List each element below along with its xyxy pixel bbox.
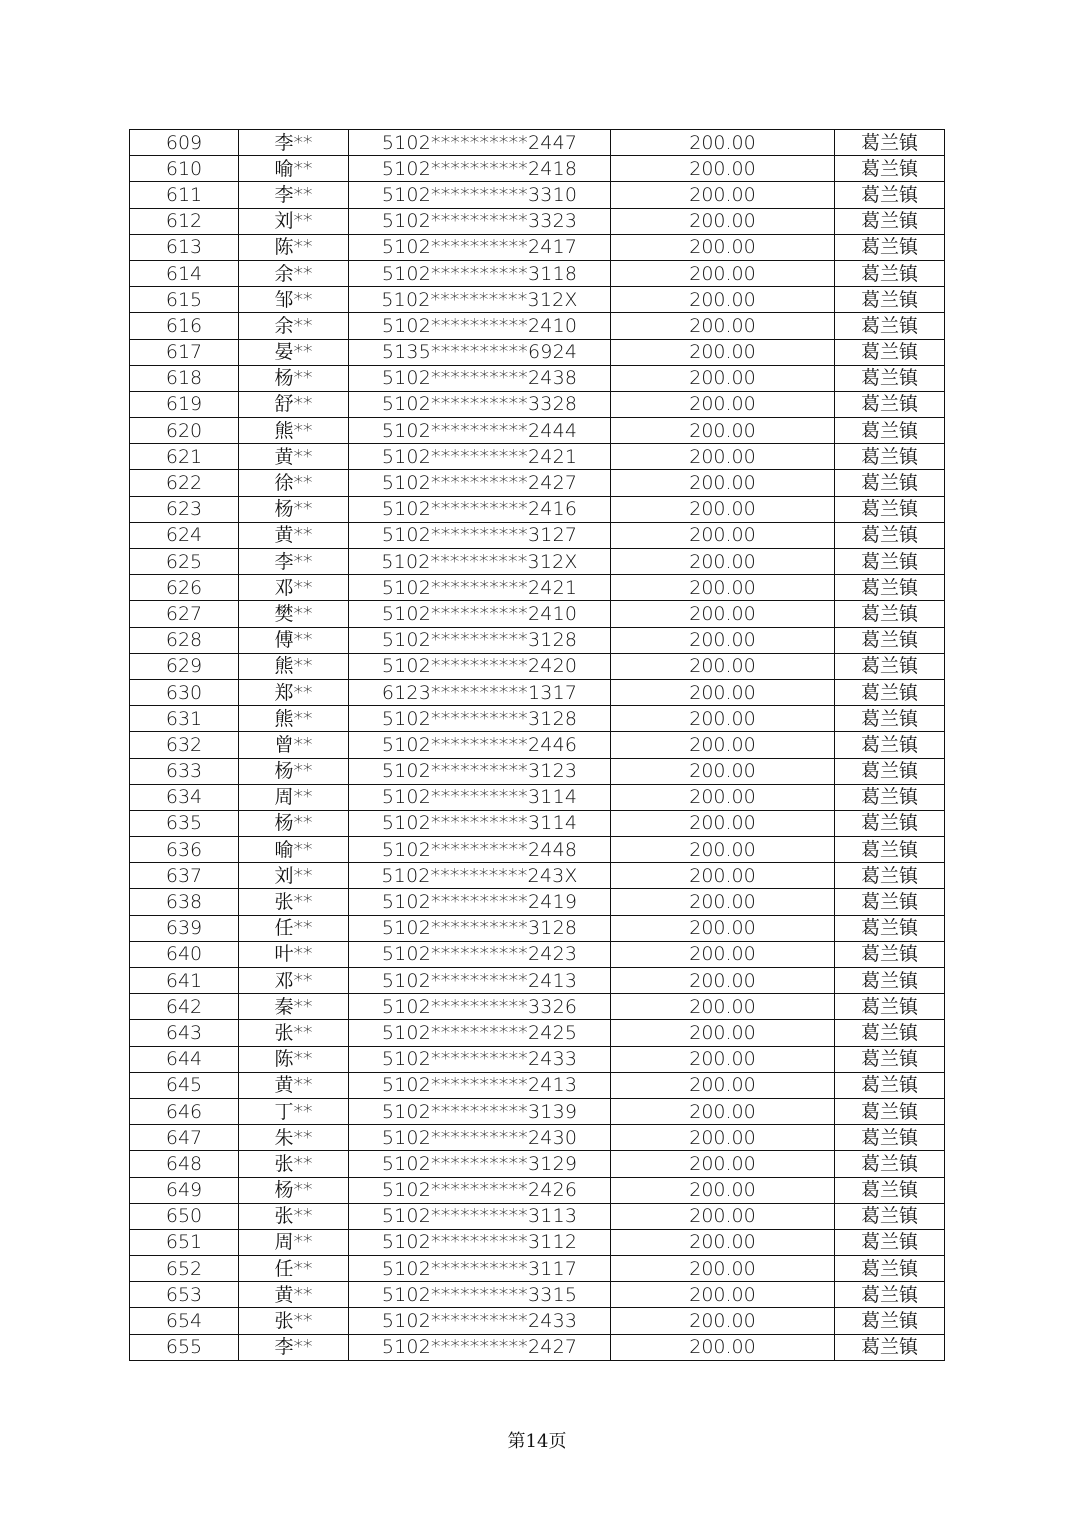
name-cell: 郑** xyxy=(239,679,349,705)
row-number-cell: 640 xyxy=(130,941,239,967)
town-cell: 葛兰镇 xyxy=(835,1098,945,1124)
amount-cell: 200.00 xyxy=(611,234,835,260)
town-cell: 葛兰镇 xyxy=(835,837,945,863)
name-cell: 熊** xyxy=(239,653,349,679)
amount-cell: 200.00 xyxy=(611,1098,835,1124)
row-number-cell: 612 xyxy=(130,208,239,234)
row-number-cell: 631 xyxy=(130,706,239,732)
table-row xyxy=(130,837,945,863)
name-cell: 李** xyxy=(239,549,349,575)
name-cell: 邹** xyxy=(239,287,349,313)
town-cell: 葛兰镇 xyxy=(835,549,945,575)
table-row xyxy=(130,679,945,705)
id-number-cell: 5102**********2427 xyxy=(349,470,611,496)
row-number-cell: 620 xyxy=(130,418,239,444)
town-cell: 葛兰镇 xyxy=(835,732,945,758)
table-row xyxy=(130,1256,945,1282)
amount-cell: 200.00 xyxy=(611,496,835,522)
town-cell: 葛兰镇 xyxy=(835,156,945,182)
town-cell: 葛兰镇 xyxy=(835,208,945,234)
table-row xyxy=(130,339,945,365)
table-row xyxy=(130,1125,945,1151)
name-cell: 李** xyxy=(239,1334,349,1360)
amount-cell: 200.00 xyxy=(611,1334,835,1360)
table-row xyxy=(130,496,945,522)
table-row xyxy=(130,313,945,339)
id-number-cell: 5102**********3114 xyxy=(349,810,611,836)
row-number-cell: 626 xyxy=(130,575,239,601)
town-cell: 葛兰镇 xyxy=(835,627,945,653)
name-cell: 曾** xyxy=(239,732,349,758)
row-number-cell: 636 xyxy=(130,837,239,863)
name-cell: 杨** xyxy=(239,496,349,522)
id-number-cell: 5102**********3112 xyxy=(349,1229,611,1255)
amount-cell: 200.00 xyxy=(611,653,835,679)
name-cell: 陈** xyxy=(239,1046,349,1072)
amount-cell: 200.00 xyxy=(611,208,835,234)
row-number-cell: 650 xyxy=(130,1203,239,1229)
table-row xyxy=(130,758,945,784)
table-row xyxy=(130,391,945,417)
row-number-cell: 655 xyxy=(130,1334,239,1360)
id-number-cell: 6123**********1317 xyxy=(349,679,611,705)
town-cell: 葛兰镇 xyxy=(835,130,945,156)
name-cell: 杨** xyxy=(239,365,349,391)
amount-cell: 200.00 xyxy=(611,915,835,941)
row-number-cell: 628 xyxy=(130,627,239,653)
id-number-cell: 5102**********2426 xyxy=(349,1177,611,1203)
table-row xyxy=(130,549,945,575)
name-cell: 周** xyxy=(239,1229,349,1255)
town-cell: 葛兰镇 xyxy=(835,234,945,260)
id-number-cell: 5102**********3310 xyxy=(349,182,611,208)
name-cell: 喻** xyxy=(239,156,349,182)
id-number-cell: 5102**********2416 xyxy=(349,496,611,522)
amount-cell: 200.00 xyxy=(611,339,835,365)
town-cell: 葛兰镇 xyxy=(835,863,945,889)
town-cell: 葛兰镇 xyxy=(835,706,945,732)
id-number-cell: 5102**********2413 xyxy=(349,1072,611,1098)
amount-cell: 200.00 xyxy=(611,549,835,575)
table-row xyxy=(130,941,945,967)
row-number-cell: 632 xyxy=(130,732,239,758)
town-cell: 葛兰镇 xyxy=(835,470,945,496)
name-cell: 晏** xyxy=(239,339,349,365)
town-cell: 葛兰镇 xyxy=(835,994,945,1020)
town-cell: 葛兰镇 xyxy=(835,444,945,470)
amount-cell: 200.00 xyxy=(611,1282,835,1308)
name-cell: 朱** xyxy=(239,1125,349,1151)
id-number-cell: 5102**********2421 xyxy=(349,444,611,470)
id-number-cell: 5102**********3139 xyxy=(349,1098,611,1124)
row-number-cell: 651 xyxy=(130,1229,239,1255)
town-cell: 葛兰镇 xyxy=(835,1334,945,1360)
name-cell: 张** xyxy=(239,889,349,915)
id-number-cell: 5102**********2444 xyxy=(349,418,611,444)
name-cell: 李** xyxy=(239,182,349,208)
recipient-table xyxy=(129,129,945,1361)
amount-cell: 200.00 xyxy=(611,156,835,182)
id-number-cell: 5102**********2433 xyxy=(349,1046,611,1072)
row-number-cell: 652 xyxy=(130,1256,239,1282)
id-number-cell: 5102**********3123 xyxy=(349,758,611,784)
town-cell: 葛兰镇 xyxy=(835,1256,945,1282)
amount-cell: 200.00 xyxy=(611,391,835,417)
row-number-cell: 638 xyxy=(130,889,239,915)
id-number-cell: 5102**********2419 xyxy=(349,889,611,915)
town-cell: 葛兰镇 xyxy=(835,941,945,967)
amount-cell: 200.00 xyxy=(611,1046,835,1072)
amount-cell: 200.00 xyxy=(611,1256,835,1282)
row-number-cell: 617 xyxy=(130,339,239,365)
town-cell: 葛兰镇 xyxy=(835,418,945,444)
table-row xyxy=(130,1229,945,1255)
town-cell: 葛兰镇 xyxy=(835,810,945,836)
name-cell: 黄** xyxy=(239,1072,349,1098)
town-cell: 葛兰镇 xyxy=(835,575,945,601)
table-row xyxy=(130,1203,945,1229)
town-cell: 葛兰镇 xyxy=(835,1125,945,1151)
name-cell: 邓** xyxy=(239,968,349,994)
table-row xyxy=(130,260,945,286)
table-row xyxy=(130,1046,945,1072)
id-number-cell: 5102**********2418 xyxy=(349,156,611,182)
amount-cell: 200.00 xyxy=(611,941,835,967)
amount-cell: 200.00 xyxy=(611,627,835,653)
amount-cell: 200.00 xyxy=(611,784,835,810)
name-cell: 邓** xyxy=(239,575,349,601)
amount-cell: 200.00 xyxy=(611,130,835,156)
name-cell: 喻** xyxy=(239,837,349,863)
table-row xyxy=(130,130,945,156)
amount-cell: 200.00 xyxy=(611,968,835,994)
id-number-cell: 5102**********3128 xyxy=(349,706,611,732)
row-number-cell: 622 xyxy=(130,470,239,496)
row-number-cell: 654 xyxy=(130,1308,239,1334)
name-cell: 黄** xyxy=(239,444,349,470)
row-number-cell: 633 xyxy=(130,758,239,784)
row-number-cell: 634 xyxy=(130,784,239,810)
name-cell: 黄** xyxy=(239,522,349,548)
row-number-cell: 625 xyxy=(130,549,239,575)
table-row xyxy=(130,601,945,627)
town-cell: 葛兰镇 xyxy=(835,1072,945,1098)
table-row xyxy=(130,784,945,810)
id-number-cell: 5102**********2417 xyxy=(349,234,611,260)
amount-cell: 200.00 xyxy=(611,837,835,863)
amount-cell: 200.00 xyxy=(611,444,835,470)
table-row xyxy=(130,968,945,994)
name-cell: 丁** xyxy=(239,1098,349,1124)
name-cell: 黄** xyxy=(239,1282,349,1308)
name-cell: 余** xyxy=(239,260,349,286)
name-cell: 杨** xyxy=(239,1177,349,1203)
town-cell: 葛兰镇 xyxy=(835,915,945,941)
town-cell: 葛兰镇 xyxy=(835,1177,945,1203)
id-number-cell: 5102**********3118 xyxy=(349,260,611,286)
name-cell: 樊** xyxy=(239,601,349,627)
row-number-cell: 639 xyxy=(130,915,239,941)
town-cell: 葛兰镇 xyxy=(835,1151,945,1177)
amount-cell: 200.00 xyxy=(611,1308,835,1334)
row-number-cell: 649 xyxy=(130,1177,239,1203)
id-number-cell: 5102**********2430 xyxy=(349,1125,611,1151)
name-cell: 李** xyxy=(239,130,349,156)
row-number-cell: 623 xyxy=(130,496,239,522)
row-number-cell: 614 xyxy=(130,260,239,286)
amount-cell: 200.00 xyxy=(611,575,835,601)
amount-cell: 200.00 xyxy=(611,287,835,313)
table-row xyxy=(130,627,945,653)
id-number-cell: 5102**********2448 xyxy=(349,837,611,863)
town-cell: 葛兰镇 xyxy=(835,601,945,627)
town-cell: 葛兰镇 xyxy=(835,784,945,810)
name-cell: 熊** xyxy=(239,418,349,444)
name-cell: 张** xyxy=(239,1151,349,1177)
id-number-cell: 5102**********3113 xyxy=(349,1203,611,1229)
id-number-cell: 5102**********2421 xyxy=(349,575,611,601)
town-cell: 葛兰镇 xyxy=(835,968,945,994)
row-number-cell: 609 xyxy=(130,130,239,156)
name-cell: 舒** xyxy=(239,391,349,417)
amount-cell: 200.00 xyxy=(611,522,835,548)
table-row xyxy=(130,1020,945,1046)
table-row xyxy=(130,1177,945,1203)
id-number-cell: 5102**********2427 xyxy=(349,1334,611,1360)
town-cell: 葛兰镇 xyxy=(835,1308,945,1334)
town-cell: 葛兰镇 xyxy=(835,339,945,365)
town-cell: 葛兰镇 xyxy=(835,1282,945,1308)
town-cell: 葛兰镇 xyxy=(835,1229,945,1255)
name-cell: 任** xyxy=(239,1256,349,1282)
town-cell: 葛兰镇 xyxy=(835,889,945,915)
id-number-cell: 5102**********3129 xyxy=(349,1151,611,1177)
town-cell: 葛兰镇 xyxy=(835,260,945,286)
id-number-cell: 5135**********6924 xyxy=(349,339,611,365)
table-row xyxy=(130,575,945,601)
amount-cell: 200.00 xyxy=(611,1203,835,1229)
table-row xyxy=(130,653,945,679)
town-cell: 葛兰镇 xyxy=(835,313,945,339)
row-number-cell: 648 xyxy=(130,1151,239,1177)
table-row xyxy=(130,418,945,444)
row-number-cell: 653 xyxy=(130,1282,239,1308)
id-number-cell: 5102**********3127 xyxy=(349,522,611,548)
row-number-cell: 618 xyxy=(130,365,239,391)
id-number-cell: 5102**********3326 xyxy=(349,994,611,1020)
id-number-cell: 5102**********3323 xyxy=(349,208,611,234)
name-cell: 周** xyxy=(239,784,349,810)
id-number-cell: 5102**********3128 xyxy=(349,915,611,941)
table-row xyxy=(130,208,945,234)
row-number-cell: 611 xyxy=(130,182,239,208)
amount-cell: 200.00 xyxy=(611,470,835,496)
amount-cell: 200.00 xyxy=(611,313,835,339)
row-number-cell: 645 xyxy=(130,1072,239,1098)
table-row xyxy=(130,1072,945,1098)
id-number-cell: 5102**********312X xyxy=(349,287,611,313)
row-number-cell: 641 xyxy=(130,968,239,994)
town-cell: 葛兰镇 xyxy=(835,391,945,417)
amount-cell: 200.00 xyxy=(611,994,835,1020)
row-number-cell: 643 xyxy=(130,1020,239,1046)
name-cell: 任** xyxy=(239,915,349,941)
row-number-cell: 647 xyxy=(130,1125,239,1151)
amount-cell: 200.00 xyxy=(611,863,835,889)
table-row xyxy=(130,706,945,732)
name-cell: 熊** xyxy=(239,706,349,732)
row-number-cell: 615 xyxy=(130,287,239,313)
amount-cell: 200.00 xyxy=(611,810,835,836)
name-cell: 刘** xyxy=(239,208,349,234)
row-number-cell: 610 xyxy=(130,156,239,182)
town-cell: 葛兰镇 xyxy=(835,653,945,679)
table-row xyxy=(130,522,945,548)
name-cell: 张** xyxy=(239,1020,349,1046)
id-number-cell: 5102**********2447 xyxy=(349,130,611,156)
id-number-cell: 5102**********3128 xyxy=(349,627,611,653)
row-number-cell: 624 xyxy=(130,522,239,548)
amount-cell: 200.00 xyxy=(611,1020,835,1046)
row-number-cell: 619 xyxy=(130,391,239,417)
name-cell: 张** xyxy=(239,1203,349,1229)
row-number-cell: 627 xyxy=(130,601,239,627)
amount-cell: 200.00 xyxy=(611,1151,835,1177)
table-row xyxy=(130,1151,945,1177)
amount-cell: 200.00 xyxy=(611,182,835,208)
row-number-cell: 621 xyxy=(130,444,239,470)
name-cell: 余** xyxy=(239,313,349,339)
amount-cell: 200.00 xyxy=(611,679,835,705)
name-cell: 叶** xyxy=(239,941,349,967)
row-number-cell: 635 xyxy=(130,810,239,836)
id-number-cell: 5102**********2425 xyxy=(349,1020,611,1046)
table-row xyxy=(130,365,945,391)
amount-cell: 200.00 xyxy=(611,1072,835,1098)
table-row xyxy=(130,156,945,182)
row-number-cell: 646 xyxy=(130,1098,239,1124)
id-number-cell: 5102**********2433 xyxy=(349,1308,611,1334)
row-number-cell: 637 xyxy=(130,863,239,889)
table-row xyxy=(130,863,945,889)
amount-cell: 200.00 xyxy=(611,1125,835,1151)
row-number-cell: 642 xyxy=(130,994,239,1020)
table-row xyxy=(130,287,945,313)
table-row xyxy=(130,915,945,941)
town-cell: 葛兰镇 xyxy=(835,365,945,391)
id-number-cell: 5102**********2423 xyxy=(349,941,611,967)
table-row xyxy=(130,1308,945,1334)
table-row xyxy=(130,732,945,758)
table-row xyxy=(130,889,945,915)
id-number-cell: 5102**********2420 xyxy=(349,653,611,679)
town-cell: 葛兰镇 xyxy=(835,522,945,548)
row-number-cell: 616 xyxy=(130,313,239,339)
name-cell: 傅** xyxy=(239,627,349,653)
id-number-cell: 5102**********243X xyxy=(349,863,611,889)
id-number-cell: 5102**********2410 xyxy=(349,601,611,627)
town-cell: 葛兰镇 xyxy=(835,496,945,522)
name-cell: 徐** xyxy=(239,470,349,496)
name-cell: 杨** xyxy=(239,810,349,836)
table-body xyxy=(130,130,945,1361)
table-row xyxy=(130,182,945,208)
id-number-cell: 5102**********2413 xyxy=(349,968,611,994)
table-row xyxy=(130,1282,945,1308)
row-number-cell: 613 xyxy=(130,234,239,260)
table-row xyxy=(130,470,945,496)
id-number-cell: 5102**********312X xyxy=(349,549,611,575)
id-number-cell: 5102**********2446 xyxy=(349,732,611,758)
row-number-cell: 630 xyxy=(130,679,239,705)
name-cell: 杨** xyxy=(239,758,349,784)
id-number-cell: 5102**********3117 xyxy=(349,1256,611,1282)
id-number-cell: 5102**********2410 xyxy=(349,313,611,339)
town-cell: 葛兰镇 xyxy=(835,1203,945,1229)
table-row xyxy=(130,810,945,836)
amount-cell: 200.00 xyxy=(611,758,835,784)
page-number: 第14页 xyxy=(507,1431,567,1452)
town-cell: 葛兰镇 xyxy=(835,758,945,784)
amount-cell: 200.00 xyxy=(611,260,835,286)
amount-cell: 200.00 xyxy=(611,706,835,732)
amount-cell: 200.00 xyxy=(611,601,835,627)
name-cell: 张** xyxy=(239,1308,349,1334)
id-number-cell: 5102**********3315 xyxy=(349,1282,611,1308)
row-number-cell: 629 xyxy=(130,653,239,679)
table-row xyxy=(130,444,945,470)
town-cell: 葛兰镇 xyxy=(835,679,945,705)
amount-cell: 200.00 xyxy=(611,1177,835,1203)
table-row xyxy=(130,1334,945,1360)
table-row xyxy=(130,1098,945,1124)
table-row xyxy=(130,994,945,1020)
table-row xyxy=(130,234,945,260)
amount-cell: 200.00 xyxy=(611,889,835,915)
name-cell: 刘** xyxy=(239,863,349,889)
id-number-cell: 5102**********3114 xyxy=(349,784,611,810)
amount-cell: 200.00 xyxy=(611,418,835,444)
town-cell: 葛兰镇 xyxy=(835,1020,945,1046)
name-cell: 秦** xyxy=(239,994,349,1020)
row-number-cell: 644 xyxy=(130,1046,239,1072)
name-cell: 陈** xyxy=(239,234,349,260)
id-number-cell: 5102**********3328 xyxy=(349,391,611,417)
town-cell: 葛兰镇 xyxy=(835,287,945,313)
town-cell: 葛兰镇 xyxy=(835,1046,945,1072)
amount-cell: 200.00 xyxy=(611,365,835,391)
amount-cell: 200.00 xyxy=(611,1229,835,1255)
id-number-cell: 5102**********2438 xyxy=(349,365,611,391)
town-cell: 葛兰镇 xyxy=(835,182,945,208)
amount-cell: 200.00 xyxy=(611,732,835,758)
